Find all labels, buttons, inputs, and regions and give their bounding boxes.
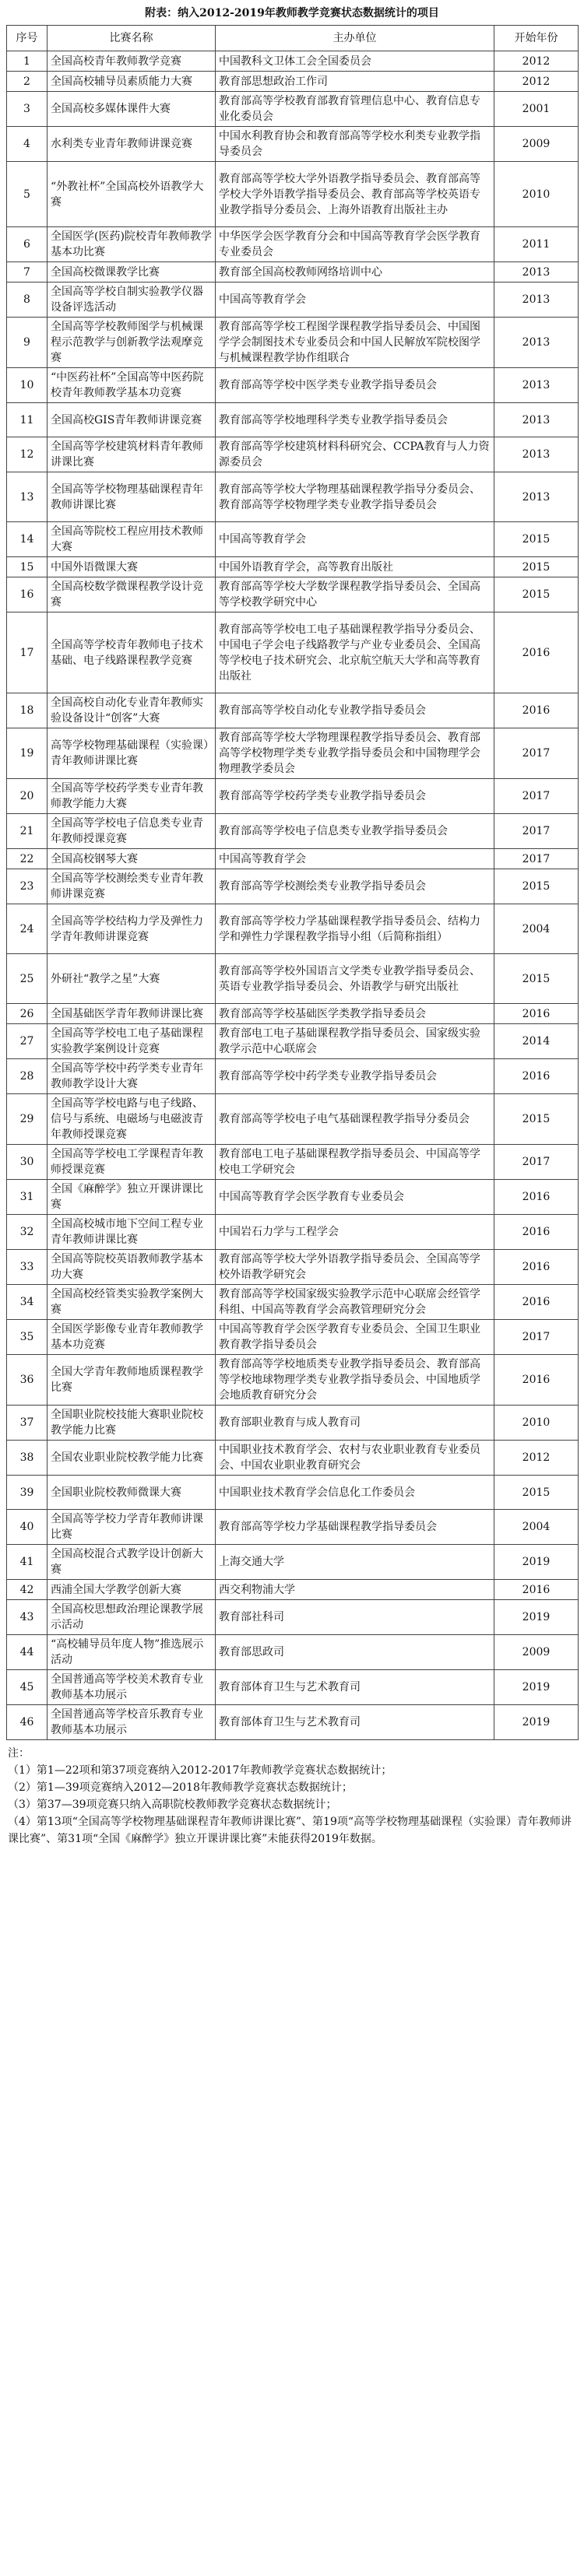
table-row [7,227,579,262]
notes [8,1745,576,1848]
organizer: 上海交通大学 [216,1545,494,1580]
table-row [7,869,579,904]
start-year: 2015 [494,954,579,1004]
start-year: 2017 [494,814,579,849]
competition-name: 全国高等学校教师图学与机械课程示范教学与创新教学法观摩竞赛 [47,318,216,368]
organizer: 教育部社科司 [216,1600,494,1635]
header-no: 序号 [7,26,47,51]
organizer: 教育部高等学校力学基础课程教学指导委员会、结构力学和弹性力学课程教学指导小组（后简称指组） [216,904,494,954]
organizer: 教育部高等学校电工电子基础课程教学指导分委员会、中国电子学会电子线路教学与产业专业委员会、全国高等学校电子技术研究会、北京航空航天大学和高等教育出版社 [216,612,494,693]
competition-name: 高等学校物理基础课程（实验课）青年教师讲课比赛 [47,728,216,779]
start-year: 2014 [494,1024,579,1059]
table-row [7,1705,579,1740]
organizer: 教育部高等学校工程图学课程教学指导委员会、中国图学学会制图技术专业委员会和中国人民解放军院校图学与机械课程教学协作组联合 [216,318,494,368]
competition-name: 全国基础医学青年教师讲课比赛 [47,1004,216,1024]
competition-name: 全国高等院校英语教师教学基本功大赛 [47,1250,216,1285]
start-year: 2013 [494,472,579,522]
row-number: 1 [7,51,47,72]
row-number: 10 [7,368,47,403]
start-year: 2004 [494,904,579,954]
table-header-row [7,26,579,51]
row-number: 3 [7,92,47,127]
table-row [7,728,579,779]
row-number: 5 [7,162,47,227]
start-year: 2016 [494,1004,579,1024]
start-year: 2004 [494,1510,579,1545]
start-year: 2017 [494,849,579,869]
start-year: 2001 [494,92,579,127]
organizer: 教育部高等学校测绘类专业教学指导委员会 [216,869,494,904]
competition-name: 全国高校辅导员素质能力大赛 [47,72,216,92]
competition-name: 全国高等学校电工学课程青年教师授课竞赛 [47,1145,216,1180]
row-number: 34 [7,1285,47,1320]
table-body [7,51,579,1740]
organizer: 教育部高等学校自动化专业教学指导委员会 [216,693,494,728]
start-year: 2016 [494,1059,579,1094]
row-number: 33 [7,1250,47,1285]
table-row [7,472,579,522]
row-number: 12 [7,437,47,472]
table-row [7,1355,579,1406]
competition-name: 全国高等学校测绘类专业青年教师讲课竞赛 [47,869,216,904]
competition-name: 全国普通高等学校美术教育专业教师基本功展示 [47,1670,216,1705]
organizer: 教育部电工电子基础课程教学指导委员会、国家级实验教学示范中心联席会 [216,1024,494,1059]
competition-name: 全国高等学校青年教师电子技术基础、电子线路课程教学竞赛 [47,612,216,693]
row-number: 4 [7,127,47,162]
organizer: 教育部高等学校建筑材料科研究会、CCPA教育与人力资源委员会 [216,437,494,472]
table-row [7,1215,579,1250]
start-year: 2016 [494,612,579,693]
table-row [7,1145,579,1180]
start-year: 2015 [494,1094,579,1145]
start-year: 2013 [494,368,579,403]
start-year: 2016 [494,693,579,728]
organizer: 教育部高等学校中医学类专业教学指导委员会 [216,368,494,403]
table-row [7,522,579,557]
table-row [7,72,579,92]
start-year: 2012 [494,1441,579,1476]
table-row [7,1059,579,1094]
row-number: 22 [7,849,47,869]
start-year: 2017 [494,1145,579,1180]
row-number: 8 [7,283,47,318]
start-year: 2012 [494,51,579,72]
organizer: 教育部高等学校电子信息类专业教学指导委员会 [216,814,494,849]
organizer: 中国教科文卫体工会全国委员会 [216,51,494,72]
competition-name: “中医药社杯”全国高等中医药院校青年教师教学基本功竞赛 [47,368,216,403]
table-row [7,1094,579,1145]
organizer: 中国高等教育学会医学教育专业委员会 [216,1180,494,1215]
row-number: 38 [7,1441,47,1476]
start-year: 2015 [494,557,579,577]
organizer: 教育部高等学校地质类专业教学指导委员会、教育部高等学校地球物理学类专业教学指导委员会、中国地质学会地质教育研究分会 [216,1355,494,1406]
competition-name: 全国高等学校药学类专业青年教师教学能力大赛 [47,779,216,814]
competition-name: 全国高等学校力学青年教师讲课比赛 [47,1510,216,1545]
row-number: 7 [7,262,47,283]
table-row [7,693,579,728]
competition-name: 全国高等学校电子信息类专业青年教师授课竞赛 [47,814,216,849]
row-number: 14 [7,522,47,557]
start-year: 2017 [494,779,579,814]
table-row [7,262,579,283]
organizer: 教育部高等学校基础医学类教学指导委员会 [216,1004,494,1024]
row-number: 46 [7,1705,47,1740]
table-row [7,1250,579,1285]
table-row [7,1635,579,1670]
row-number: 6 [7,227,47,262]
competition-name: “高校辅导员年度人物”推选展示活动 [47,1635,216,1670]
table-row [7,1285,579,1320]
organizer: 教育部高等学校大学外语教学指导委员会、全国高等学校外语教学研究会 [216,1250,494,1285]
competition-name: 全国高校城市地下空间工程专业青年教师讲课比赛 [47,1215,216,1250]
row-number: 11 [7,403,47,437]
competition-name: 全国职业院校技能大赛职业院校教学能力比赛 [47,1406,216,1441]
organizer: 中国职业技术教育学会信息化工作委员会 [216,1476,494,1510]
competition-name: 全国高校青年教师教学竞赛 [47,51,216,72]
start-year: 2016 [494,1180,579,1215]
row-number: 20 [7,779,47,814]
row-number: 13 [7,472,47,522]
competition-name: 全国高等学校电路与电子线路、信号与系统、电磁场与电磁波青年教师授课竞赛 [47,1094,216,1145]
start-year: 2009 [494,1635,579,1670]
organizer: 西交利物浦大学 [216,1580,494,1600]
organizer: 教育部高等学校外国语言文学类专业教学指导委员会、英语专业教学指导委员会、外语教学与研究出版社 [216,954,494,1004]
competition-name: 全国高等学校建筑材料青年教师讲课比赛 [47,437,216,472]
start-year: 2019 [494,1600,579,1635]
table-row [7,92,579,127]
organizer: 教育部体育卫生与艺术教育司 [216,1670,494,1705]
competition-name: 全国高等学校中药学类专业青年教师教学设计大赛 [47,1059,216,1094]
table-row [7,954,579,1004]
note-item: （2）第1—39项竞赛纳入2012—2018年教师教学竞赛状态数据统计； [8,1781,353,1794]
start-year: 2017 [494,1320,579,1355]
organizer: 教育部全国高校教师网络培训中心 [216,262,494,283]
table-row [7,577,579,612]
row-number: 44 [7,1635,47,1670]
note-item: （1）第1—22项和第37项竞赛纳入2012-2017年教师教学竞赛状态数据统计； [8,1764,392,1777]
start-year: 2016 [494,1215,579,1250]
start-year: 2017 [494,728,579,779]
organizer: 中华医学会医学教育分会和中国高等教育学会医学教育专业委员会 [216,227,494,262]
row-number: 35 [7,1320,47,1355]
competition-name: 全国高校混合式教学设计创新大赛 [47,1545,216,1580]
organizer: 教育部高等学校力学基础课程教学指导委员会 [216,1510,494,1545]
organizer: 教育部体育卫生与艺术教育司 [216,1705,494,1740]
organizer: 教育部高等学校大学数学课程教学指导委员会、全国高等学校教学研究中心 [216,577,494,612]
competition-name: 全国高校自动化专业青年教师实验设备设计“创客”大赛 [47,693,216,728]
table-row [7,318,579,368]
row-number: 40 [7,1510,47,1545]
start-year: 2019 [494,1670,579,1705]
table-row [7,1670,579,1705]
row-number: 30 [7,1145,47,1180]
competition-name: 全国医学(医药)院校青年教师教学基本功比赛 [47,227,216,262]
competition-name: 全国农业职业院校教学能力比赛 [47,1441,216,1476]
row-number: 24 [7,904,47,954]
row-number: 23 [7,869,47,904]
row-number: 36 [7,1355,47,1406]
table-row [7,1510,579,1545]
row-number: 9 [7,318,47,368]
row-number: 27 [7,1024,47,1059]
competition-name: 全国高等学校物理基础课程青年教师讲课比赛 [47,472,216,522]
competition-name: 全国大学青年教师地质课程教学比赛 [47,1355,216,1406]
competition-name: 全国高等学校电工电子基础课程实验教学案例设计竞赛 [47,1024,216,1059]
table-row [7,1024,579,1059]
organizer: 中国高等教育学会 [216,522,494,557]
competition-name: 西浦全国大学教学创新大赛 [47,1580,216,1600]
table-row [7,283,579,318]
organizer: 教育部高等学校地理科学类专业教学指导委员会 [216,403,494,437]
note-item: （4）第13项“全国高等学校物理基础课程青年教师讲课比赛”、第19项“高等学校物理基础课程（实验课）青年教师讲课比赛”、第31项“全国《麻醉学》独立开课讲课比赛”未能获得2019年数据。 [8,1816,572,1845]
organizer: 中国外语教育学会，高等教育出版社 [216,557,494,577]
table-row [7,1476,579,1510]
competition-name: 中国外语微课大赛 [47,557,216,577]
table-row [7,779,579,814]
competition-name: 全国高校经管类实验教学案例大赛 [47,1285,216,1320]
row-number: 45 [7,1670,47,1705]
table-row [7,368,579,403]
start-year: 2016 [494,1285,579,1320]
row-number: 41 [7,1545,47,1580]
competition-name: 全国高校微课教学比赛 [47,262,216,283]
competition-name: 全国医学影像专业青年教师教学基本功竞赛 [47,1320,216,1355]
competition-name: 全国高校数学微课程教学设计竞赛 [47,577,216,612]
row-number: 17 [7,612,47,693]
start-year: 2009 [494,127,579,162]
table-row [7,162,579,227]
table-row [7,1580,579,1600]
row-number: 26 [7,1004,47,1024]
competition-name: 外研社“教学之星”大赛 [47,954,216,1004]
header-year: 开始年份 [494,26,579,51]
table-row [7,1004,579,1024]
table-row [7,557,579,577]
organizer: 教育部高等学校中药学类专业教学指导委员会 [216,1059,494,1094]
organizer: 教育部高等学校国家级实验教学示范中心联席会经管学科组、中国高等教育学会高教管理研究分会 [216,1285,494,1320]
table-row [7,1406,579,1441]
row-number: 31 [7,1180,47,1215]
start-year: 2019 [494,1545,579,1580]
table-row [7,814,579,849]
table-row [7,1600,579,1635]
competition-name: 全国高等学校结构力学及弹性力学青年教师讲课竞赛 [47,904,216,954]
organizer: 教育部高等学校药学类专业教学指导委员会 [216,779,494,814]
start-year: 2015 [494,869,579,904]
row-number: 18 [7,693,47,728]
organizer: 中国水利教育协会和教育部高等学校水利类专业教学指导委员会 [216,127,494,162]
table-row [7,1320,579,1355]
start-year: 2011 [494,227,579,262]
competition-name: 全国高校钢琴大赛 [47,849,216,869]
start-year: 2013 [494,403,579,437]
table-row [7,437,579,472]
row-number: 25 [7,954,47,1004]
row-number: 37 [7,1406,47,1441]
notes-label: 注： [8,1747,30,1760]
competition-name: 水利类专业青年教师讲课竞赛 [47,127,216,162]
start-year: 2016 [494,1355,579,1406]
row-number: 15 [7,557,47,577]
competition-name: 全国高校GIS青年教师讲课竞赛 [47,403,216,437]
competition-name: 全国普通高等学校音乐教育专业教师基本功展示 [47,1705,216,1740]
organizer: 中国高等教育学会 [216,849,494,869]
competition-name: 全国高等学校自制实验教学仪器设备评选活动 [47,283,216,318]
competition-name: 全国《麻醉学》独立开课讲课比赛 [47,1180,216,1215]
row-number: 16 [7,577,47,612]
table-row [7,904,579,954]
organizer: 中国岩石力学与工程学会 [216,1215,494,1250]
table-row [7,403,579,437]
table-row [7,127,579,162]
header-org: 主办单位 [216,26,494,51]
row-number: 29 [7,1094,47,1145]
row-number: 19 [7,728,47,779]
note-item: （3）第37—39项竞赛只纳入高职院校教师教学竞赛状态数据统计； [8,1799,337,1811]
start-year: 2013 [494,262,579,283]
start-year: 2015 [494,577,579,612]
organizer: 中国职业技术教育学会、农村与农业职业教育专业委员会、中国农业职业教育研究会 [216,1441,494,1476]
organizer: 教育部高等学校大学物理课程教学指导委员会、教育部高等学校物理学类专业教学指导委员会和中国物理学会物理教学委员会 [216,728,494,779]
competition-name: 全国职业院校教师微课大赛 [47,1476,216,1510]
competition-name: “外教社杯”全国高校外语教学大赛 [47,162,216,227]
table-row [7,612,579,693]
organizer: 教育部思想政治工作司 [216,72,494,92]
table-row [7,51,579,72]
competition-table [6,25,579,1740]
start-year: 2016 [494,1250,579,1285]
row-number: 21 [7,814,47,849]
start-year: 2012 [494,72,579,92]
organizer: 教育部思政司 [216,1635,494,1670]
organizer: 教育部高等学校大学外语教学指导委员会、教育部高等学校大学外语教学指导委员会、教育部高等学校英语专业教学指导分委员会、上海外语教育出版社主办 [216,162,494,227]
header-name: 比赛名称 [47,26,216,51]
table-row [7,1180,579,1215]
organizer: 教育部职业教育与成人教育司 [216,1406,494,1441]
organizer: 教育部高等学校电子电气基础课程教学指导分委员会 [216,1094,494,1145]
start-year: 2010 [494,162,579,227]
start-year: 2013 [494,437,579,472]
table-row [7,1545,579,1580]
start-year: 2013 [494,318,579,368]
row-number: 42 [7,1580,47,1600]
organizer: 中国高等教育学会医学教育专业委员会、全国卫生职业教育教学指导委员会 [216,1320,494,1355]
start-year: 2015 [494,522,579,557]
competition-name: 全国高等院校工程应用技术教师大赛 [47,522,216,557]
organizer: 中国高等教育学会 [216,283,494,318]
start-year: 2019 [494,1705,579,1740]
table-row [7,849,579,869]
start-year: 2015 [494,1476,579,1510]
organizer: 教育部高等学校教育部教育管理信息中心、教育信息专业化委员会 [216,92,494,127]
row-number: 43 [7,1600,47,1635]
row-number: 32 [7,1215,47,1250]
page-title: 附表：纳入2012-2019年教师教学竞赛状态数据统计的项目 [145,7,439,19]
organizer: 教育部电工电子基础课程教学指导委员会、中国高等学校电工学研究会 [216,1145,494,1180]
competition-name: 全国高校多媒体课件大赛 [47,92,216,127]
organizer: 教育部高等学校大学物理基础课程教学指导分委员会、教育部高等学校物理学类专业教学指导委员会 [216,472,494,522]
row-number: 28 [7,1059,47,1094]
start-year: 2013 [494,283,579,318]
start-year: 2010 [494,1406,579,1441]
table-row [7,1441,579,1476]
row-number: 2 [7,72,47,92]
start-year: 2016 [494,1580,579,1600]
competition-name: 全国高校思想政治理论课教学展示活动 [47,1600,216,1635]
row-number: 39 [7,1476,47,1510]
